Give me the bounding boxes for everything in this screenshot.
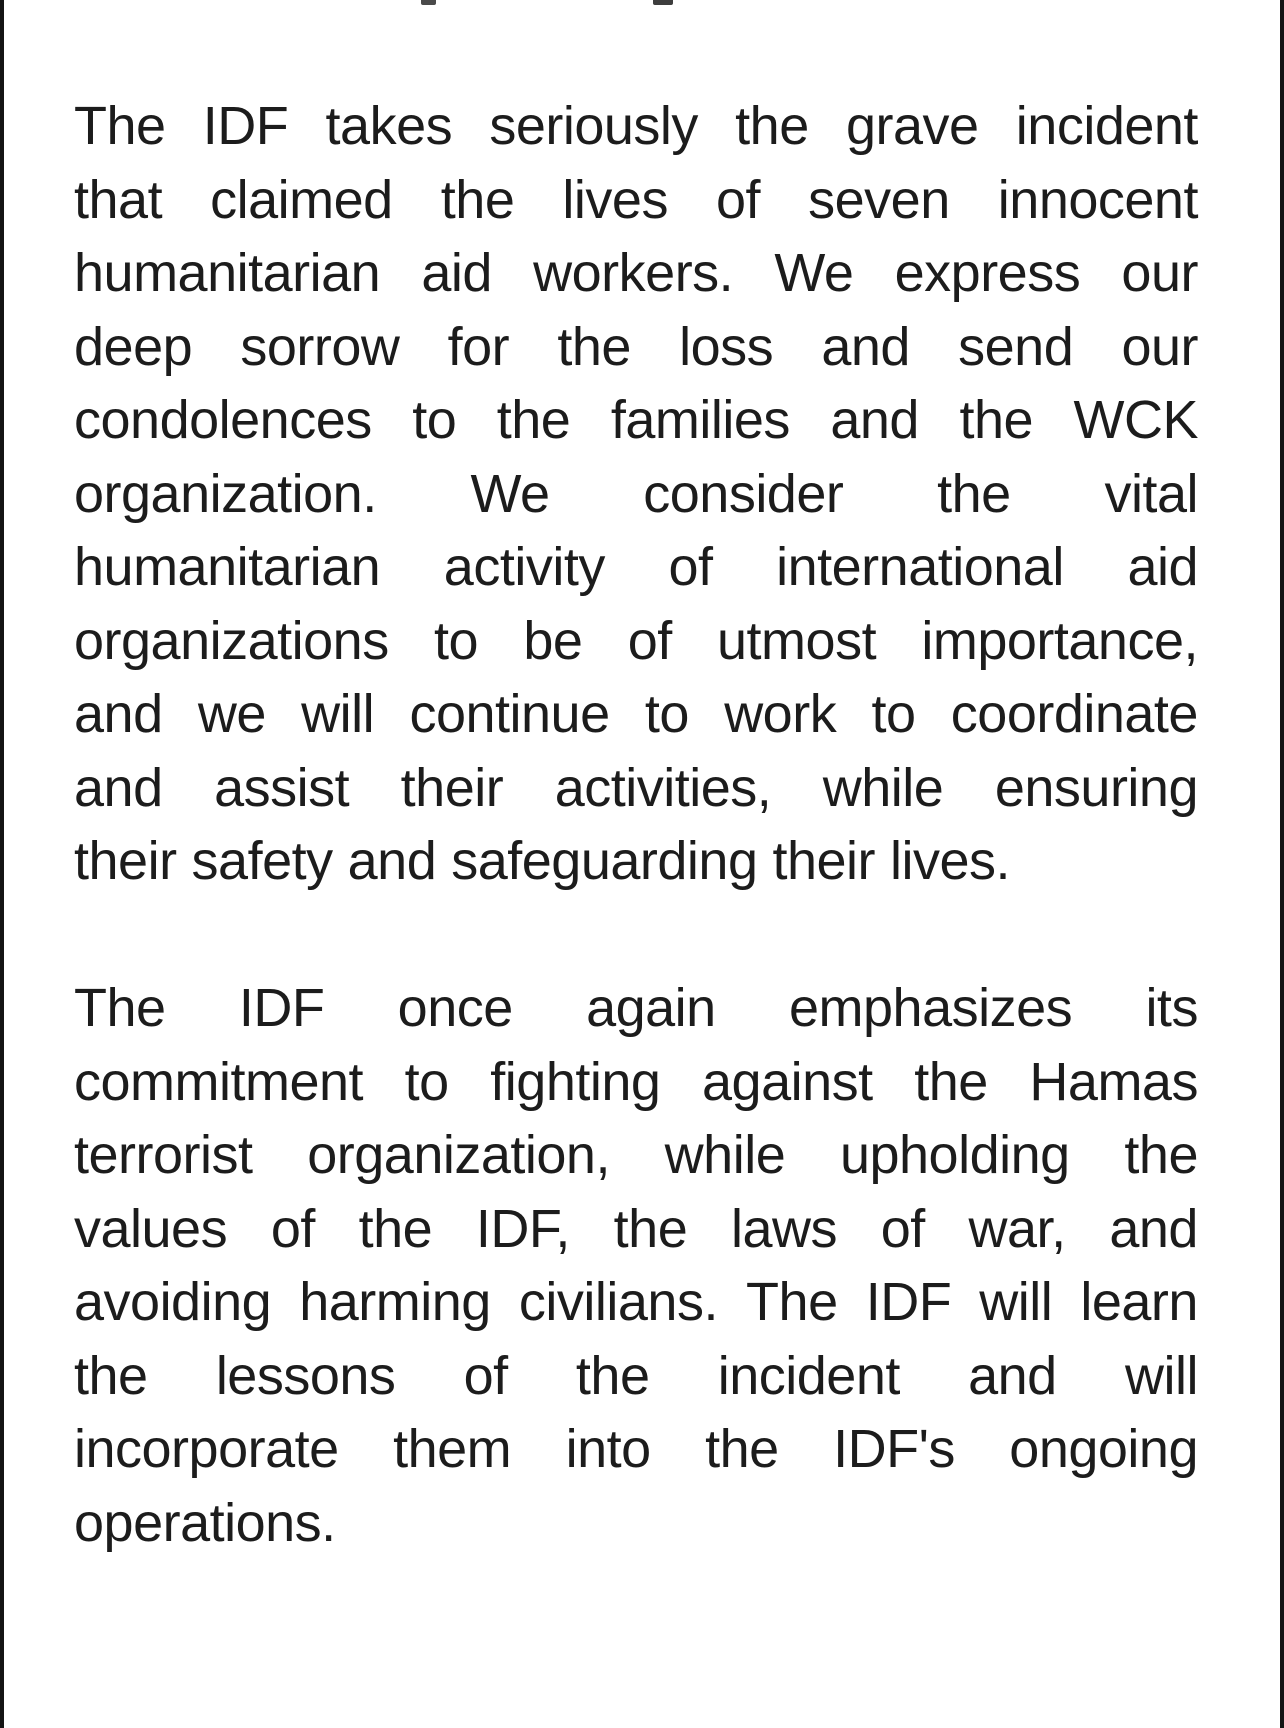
word: IDF, — [475, 1198, 570, 1259]
word: commitment — [74, 1051, 364, 1112]
text-line — [74, 1266, 1198, 1340]
word: the — [557, 316, 631, 377]
text-line — [74, 384, 1198, 458]
word: the — [1124, 1125, 1198, 1185]
word: and — [74, 757, 163, 818]
word: that — [74, 169, 163, 230]
word: its — [1145, 978, 1198, 1038]
word: IDF's — [833, 1419, 955, 1479]
word: incident — [717, 1345, 900, 1406]
word: utmost — [717, 610, 877, 671]
word: the — [914, 1051, 988, 1112]
word: IDF — [865, 1272, 952, 1332]
word: ensuring — [994, 757, 1198, 818]
statement-text — [74, 90, 1198, 1560]
word: We — [470, 463, 550, 524]
word: consider — [643, 463, 844, 524]
word: safety — [191, 831, 333, 891]
word: and — [74, 684, 163, 744]
word: the — [705, 1419, 779, 1479]
word: for — [447, 316, 510, 377]
word: we — [197, 684, 266, 744]
word: the — [959, 390, 1034, 450]
word: will — [301, 684, 375, 744]
word: and — [968, 1345, 1057, 1406]
word: Hamas — [1029, 1051, 1198, 1112]
word: IDF — [202, 96, 289, 156]
word: The — [74, 96, 166, 156]
text-line — [74, 164, 1198, 238]
word: their — [400, 757, 504, 818]
text-line — [74, 1413, 1198, 1487]
word: of — [880, 1198, 925, 1259]
word: lives. — [890, 831, 1011, 891]
word: once — [397, 978, 513, 1038]
word: send — [958, 316, 1074, 377]
word: while — [664, 1125, 786, 1185]
word: of — [716, 169, 761, 230]
left-edge-border-line — [0, 0, 4, 1728]
word: innocent — [997, 169, 1198, 230]
word: upholding — [839, 1125, 1070, 1185]
word: organizations — [74, 610, 389, 671]
word: seriously — [489, 96, 698, 156]
word: the — [358, 1198, 433, 1259]
word: loss — [679, 316, 774, 377]
word: IDF — [238, 978, 325, 1038]
word: vital — [1104, 463, 1198, 524]
word: be — [523, 610, 583, 671]
word: the — [613, 1198, 688, 1259]
word: values — [74, 1198, 228, 1259]
paragraph — [74, 972, 1198, 1560]
text-line — [74, 752, 1198, 826]
word: deep — [74, 316, 193, 377]
word: their — [74, 831, 177, 891]
word: learn — [1080, 1272, 1198, 1332]
cutoff-text-fragment — [653, 0, 673, 5]
text-line — [74, 605, 1198, 679]
word: We — [774, 243, 854, 303]
text-line — [74, 678, 1198, 752]
word: against — [702, 1051, 873, 1112]
word: will — [979, 1272, 1053, 1332]
word: the — [937, 463, 1011, 524]
word: and — [830, 390, 919, 450]
word: incident — [1015, 96, 1198, 156]
word: their — [772, 831, 876, 891]
word: workers. — [533, 243, 734, 303]
word: operations. — [74, 1492, 336, 1553]
word: continue — [409, 684, 610, 744]
text-line — [74, 1193, 1198, 1267]
text-line — [74, 531, 1198, 605]
text-line — [74, 311, 1198, 385]
word: will — [1124, 1345, 1198, 1406]
word: to — [871, 684, 916, 744]
word: of — [270, 1198, 315, 1259]
word: the — [74, 1345, 148, 1406]
word: coordinate — [950, 684, 1198, 744]
cutoff-text-fragment — [421, 0, 436, 5]
text-line — [74, 1119, 1198, 1193]
word: and — [347, 831, 437, 891]
word: ongoing — [1009, 1419, 1198, 1479]
word: into — [565, 1419, 651, 1479]
text-line — [74, 237, 1198, 311]
word: work — [724, 684, 837, 744]
text-line — [74, 972, 1198, 1046]
right-edge-border-line — [1280, 0, 1284, 1728]
word: the — [440, 169, 515, 230]
word: war, — [968, 1198, 1066, 1259]
word: of — [463, 1345, 508, 1406]
word: aid — [421, 243, 492, 303]
word: lessons — [215, 1345, 396, 1406]
word: families — [610, 390, 790, 450]
paragraph — [74, 90, 1198, 899]
text-line — [74, 1340, 1198, 1414]
word: of — [627, 610, 672, 671]
word: avoiding — [74, 1272, 272, 1332]
word: organization. — [74, 463, 377, 524]
word: claimed — [210, 169, 393, 230]
text-line — [74, 825, 1198, 899]
word: grave — [845, 96, 979, 156]
word: of — [668, 537, 713, 597]
word: lives — [562, 169, 668, 230]
word: civilians. — [518, 1272, 718, 1332]
word: incorporate — [74, 1419, 339, 1479]
word: The — [74, 978, 166, 1038]
word: to — [434, 610, 479, 671]
word: aid — [1127, 537, 1198, 597]
word: to — [404, 1051, 449, 1112]
word: assist — [214, 757, 350, 818]
word: our — [1121, 243, 1198, 303]
word: importance, — [921, 610, 1198, 671]
word: sorrow — [240, 316, 400, 377]
word: express — [894, 243, 1081, 303]
text-line — [74, 458, 1198, 532]
word: humanitarian — [74, 243, 381, 303]
word: to — [644, 684, 689, 744]
word: international — [776, 537, 1064, 597]
word: terrorist — [74, 1125, 253, 1185]
word: safeguarding — [451, 831, 758, 891]
word: takes — [325, 96, 453, 156]
word: fighting — [490, 1051, 661, 1112]
word: condolences — [74, 390, 372, 450]
word: the — [735, 96, 809, 156]
text-line — [74, 1046, 1198, 1120]
word: them — [393, 1419, 512, 1479]
word: seven — [808, 169, 950, 230]
text-line — [74, 1487, 1198, 1561]
word: and — [821, 316, 910, 377]
word: humanitarian — [74, 537, 381, 597]
word: organization, — [307, 1125, 610, 1185]
word: our — [1121, 316, 1198, 377]
word: again — [586, 978, 716, 1038]
word: while — [822, 757, 944, 818]
text-line — [74, 90, 1198, 164]
word: to — [412, 390, 457, 450]
word: activities, — [554, 757, 772, 818]
word: laws — [730, 1198, 838, 1259]
word: harming — [299, 1272, 491, 1332]
word: activity — [443, 537, 605, 597]
word: the — [496, 390, 571, 450]
word: The — [746, 1272, 838, 1332]
word: and — [1109, 1198, 1198, 1259]
word: the — [575, 1345, 650, 1406]
word: WCK — [1073, 390, 1198, 450]
word: emphasizes — [789, 978, 1073, 1038]
